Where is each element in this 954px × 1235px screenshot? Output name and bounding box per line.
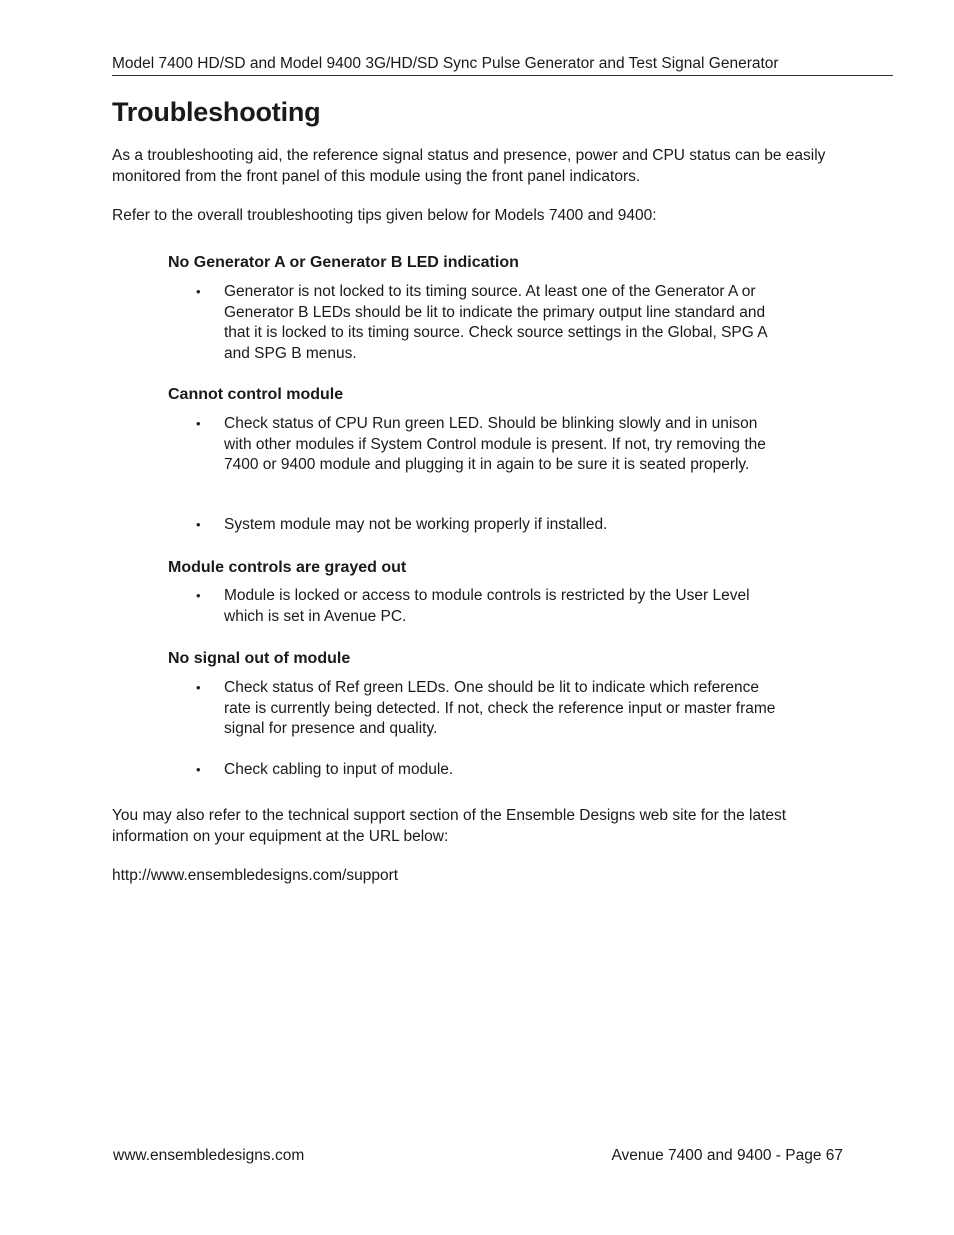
footer-page-number: Avenue 7400 and 9400 - Page 67 [611,1147,843,1164]
bullet-icon: • [196,284,201,299]
bullet-icon: • [196,416,201,431]
list-item-text: Module is locked or access to module controls is restricted by the User Level which is set in Avenue PC. [224,587,750,625]
bullet-icon: • [196,680,201,695]
list-item [196,760,776,781]
list-item-text: Check status of Ref green LEDs. One should be lit to indicate which reference rate is currently being detected. If not, check the reference input or master frame signal for presence and quality. [224,679,776,738]
closing-paragraph: You may also refer to the technical support section of the Ensemble Designs web site for the latest information on your equipment at the URL below: [112,807,787,845]
section-heading-no-signal: No signal out of module [168,650,351,667]
list-item [196,586,776,627]
section-heading-cannot-control: Cannot control module [168,386,344,403]
list-item-text: Check status of CPU Run green LED. Should be blinking slowly and in unison with other modules if System Control module is present. If not, try removing the 7400 or 9400 module and plugging it in again to be sure it is seated properly. [224,415,766,474]
section-heading-controls-grayed: Module controls are grayed out [168,559,407,576]
intro-refer-paragraph: Refer to the overall troubleshooting tips given below for Models 7400 and 9400: [112,207,657,224]
footer-website: www.ensembledesigns.com [113,1147,305,1164]
list-item-text: System module may not be working properly if installed. [224,516,608,533]
support-url: http://www.ensembledesigns.com/support [112,867,399,884]
list-item [196,678,776,740]
list-item [196,515,776,536]
page-title: Troubleshooting [112,97,321,127]
bullet-icon: • [196,588,201,603]
list-item [196,282,776,365]
bullet-icon: • [196,517,201,532]
list-item-text: Generator is not locked to its timing source. At least one of the Generator A or Generator B LEDs should be lit to indicate the primary output line standard and that it is locked to its timing source. Check source settings in the Global, SPG A and SPG B menus. [224,283,767,363]
section-heading-no-generator-led: No Generator A or Generator B LED indication [168,254,519,271]
intro-paragraph: As a troubleshooting aid, the reference signal status and presence, power and CPU status can be easily monitored from the front panel of this module using the front panel indicators. [112,147,826,185]
list-item [196,414,776,476]
list-item-text: Check cabling to input of module. [224,761,454,778]
bullet-icon: • [196,762,201,777]
running-header: Model 7400 HD/SD and Model 9400 3G/HD/SD Sync Pulse Generator and Test Signal Generator [112,54,893,76]
